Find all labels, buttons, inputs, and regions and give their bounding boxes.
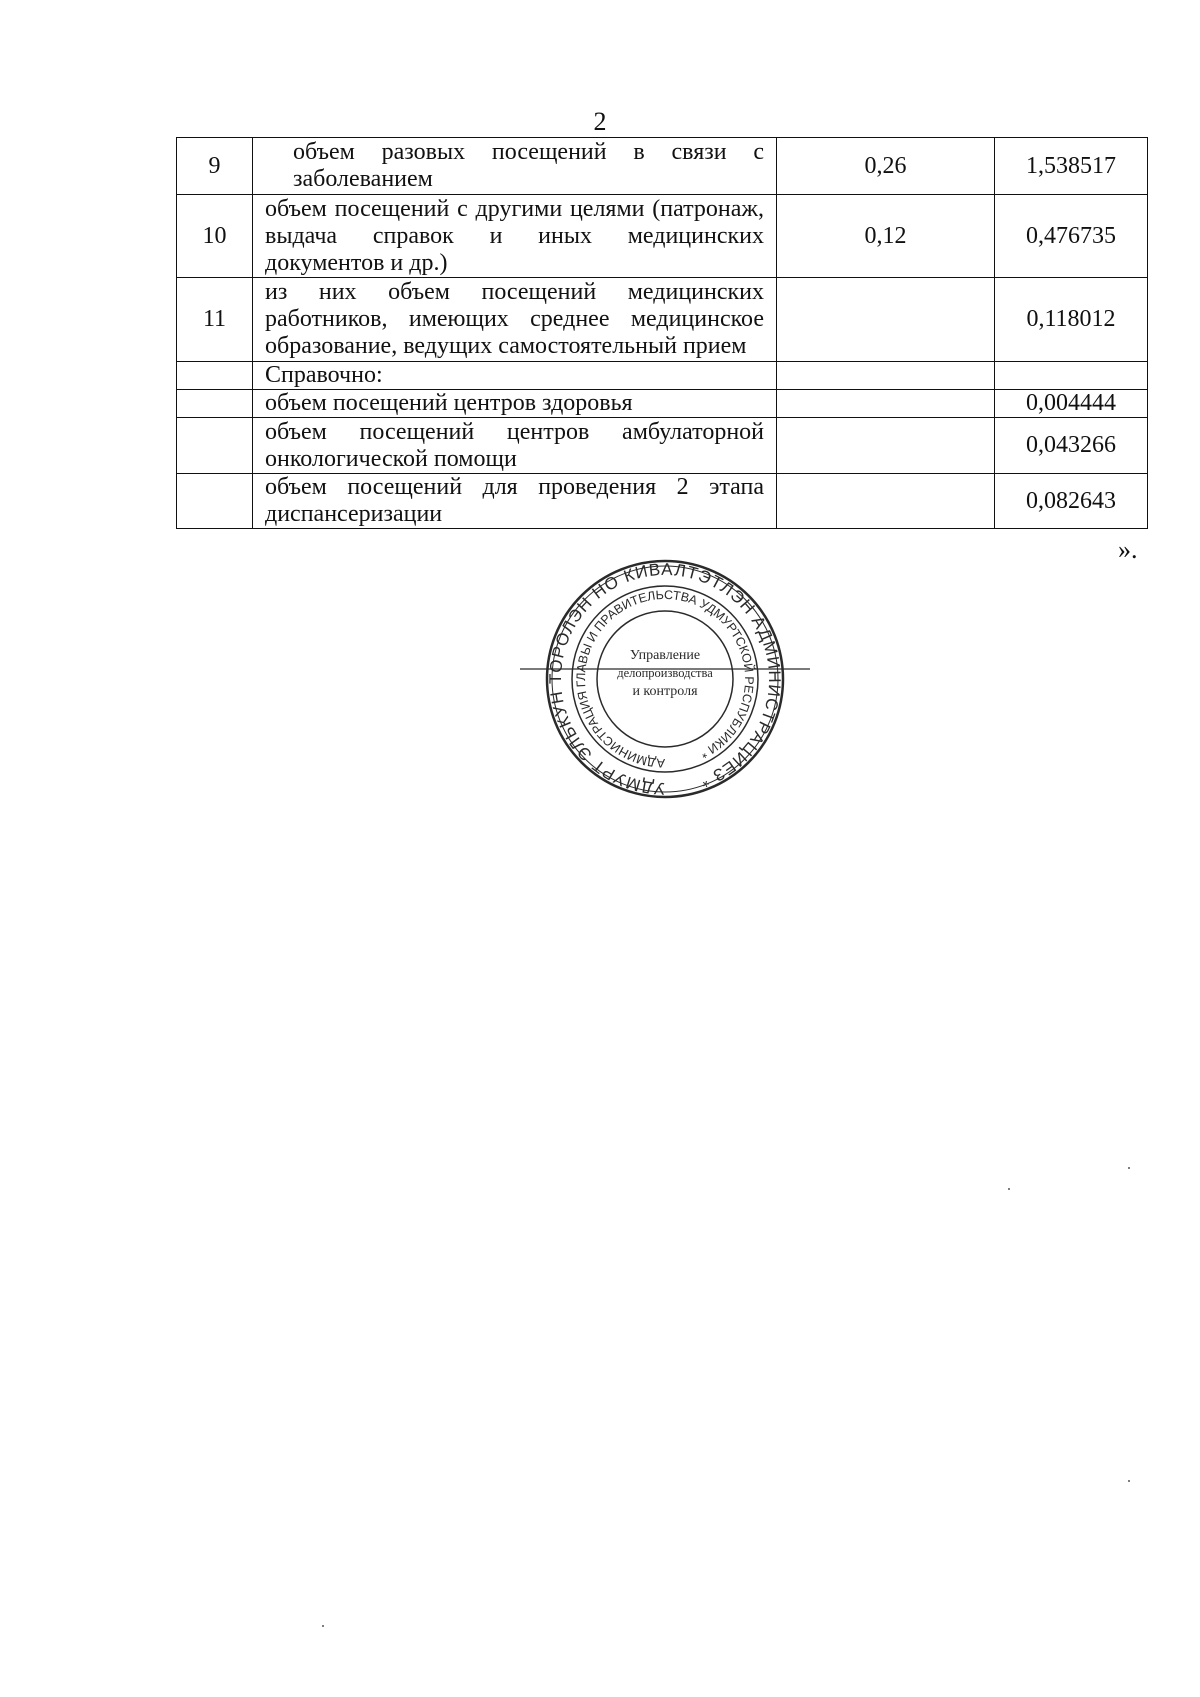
row-number: 11	[177, 278, 253, 362]
table-row	[177, 278, 1148, 362]
table-row	[177, 474, 1148, 529]
scan-speck	[1128, 1167, 1130, 1169]
row-value-1	[777, 362, 995, 390]
seal-center-line-3: и контроля	[632, 684, 698, 699]
closing-quote: ».	[1118, 535, 1138, 564]
seal-center-line-1: Управление	[629, 648, 701, 663]
row-value-1	[777, 390, 995, 418]
row-value-2: 1,538517	[995, 138, 1148, 195]
row-description: объем посещений центров здоровья	[253, 390, 777, 418]
row-value-2: 0,476735	[995, 195, 1148, 278]
scan-speck	[1008, 1188, 1010, 1190]
row-description: из них объем посещений медицинских работников, имеющих среднее медицинское образование, ведущих самостоятельный прием	[253, 278, 777, 362]
row-value-1	[777, 418, 995, 474]
row-value-2: 0,082643	[995, 474, 1148, 529]
row-value-1: 0,26	[777, 138, 995, 195]
row-value-1: 0,12	[777, 195, 995, 278]
row-value-2: 0,043266	[995, 418, 1148, 474]
row-number: 9	[177, 138, 253, 195]
page-number: 2	[593, 107, 607, 136]
table-row	[177, 138, 1148, 195]
row-value-2: 0,118012	[995, 278, 1148, 362]
row-description: объем разовых посещений в связи с заболеванием	[253, 138, 777, 195]
row-value-2	[995, 362, 1148, 390]
row-description: объем посещений для проведения 2 этапа диспансеризации	[253, 474, 777, 529]
official-seal	[520, 555, 810, 805]
row-description: объем посещений с другими целями (патронаж, выдача справок и иных медицинских документов и др.)	[253, 195, 777, 278]
row-value-2: 0,004444	[995, 390, 1148, 418]
row-number	[177, 390, 253, 418]
row-number	[177, 362, 253, 390]
table-row	[177, 418, 1148, 474]
seal-center-line-2: делопроизводства	[617, 666, 713, 680]
row-number	[177, 474, 253, 529]
row-number: 10	[177, 195, 253, 278]
row-value-1	[777, 278, 995, 362]
table-row	[177, 390, 1148, 418]
row-value-1	[777, 474, 995, 529]
seal-inner-text: АДМИНИСТРАЦИЯ ГЛАВЫ И ПРАВИТЕЛЬСТВА УДМУРТСКОЙ РЕСПУБЛИКИ *	[573, 587, 757, 771]
row-description: объем посещений центров амбулаторной онкологической помощи	[253, 418, 777, 474]
table-row	[177, 362, 1148, 390]
scan-speck	[1128, 1480, 1130, 1482]
volume-table	[176, 137, 1148, 529]
table-row	[177, 195, 1148, 278]
row-number	[177, 418, 253, 474]
row-description: Справочно:	[253, 362, 777, 390]
seal-outer-text: УДМУРТ ЭЛЬКУН ТОРОЛЭН НО КИВАЛТЭТЛЭН АДМИНИСТРАЦИЕЗ *	[546, 559, 785, 799]
scan-speck	[322, 1625, 324, 1627]
